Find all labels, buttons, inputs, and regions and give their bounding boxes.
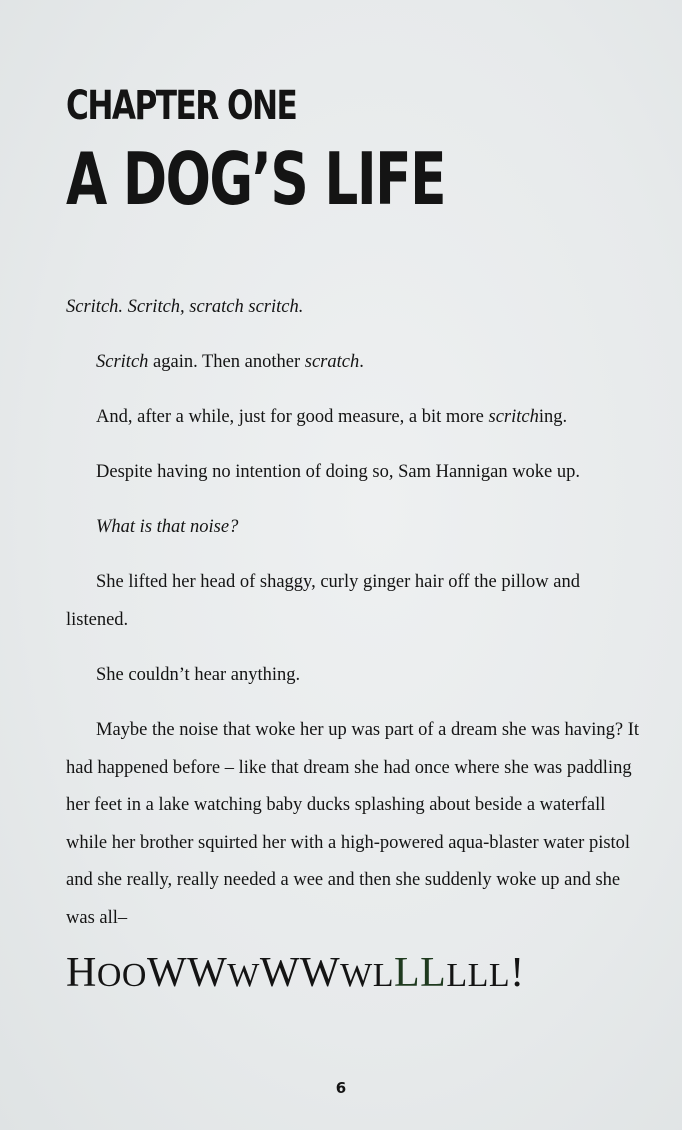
howl-lll: LLL <box>446 957 511 994</box>
howl-wl: WL <box>340 957 394 994</box>
howl-oo: OO <box>96 957 147 994</box>
paragraph-3-text: And, after a while, just for good measure, a bit more <box>96 407 489 427</box>
paragraph-2 <box>66 344 646 382</box>
paragraph-6: She lifted her head of shaggy, curly ginger hair off the pillow and listened. <box>66 572 580 630</box>
howl-ww-1: WW <box>146 950 228 996</box>
paragraph-3-italic: scritch <box>488 407 539 427</box>
paragraph-2-text: again. Then another <box>148 352 305 372</box>
paragraph-2-italic-b: scratch <box>304 352 360 372</box>
howl-h: H <box>66 950 97 996</box>
howl-ww-2: WW <box>259 950 341 996</box>
paragraph-8: Maybe the noise that woke her up was part of a dream she was having? It had happened before – like that dream she had once where she was paddling her feet in a lake watching baby ducks splashing about beside a waterfall while her brother squirted her with a high-powered aqua-blaster water pistol and she really, really needed a wee and then she suddenly woke up and she was all– <box>66 720 640 928</box>
paragraph-3 <box>66 399 646 437</box>
chapter-title: A DOG’S LIFE <box>66 137 446 221</box>
paragraph-5 <box>66 509 646 547</box>
howl-exclamation <box>66 952 646 994</box>
paragraph-4: Despite having no intention of doing so, Sam Hannigan woke up. <box>96 462 581 482</box>
howl-w-1: W <box>227 957 260 994</box>
paragraph-5-text: What is that noise? <box>96 517 239 537</box>
page-number: 6 <box>335 1079 347 1097</box>
paragraph-7: She couldn’t hear anything. <box>96 665 301 685</box>
paragraph-2-end: . <box>359 352 364 372</box>
paragraph-3-end: ing. <box>538 407 568 427</box>
paragraph-1-text: Scritch. Scritch, scratch scritch. <box>66 297 304 317</box>
chapter-label: CHAPTER ONE <box>66 83 297 129</box>
paragraph-1 <box>66 289 646 327</box>
howl-ll: LL <box>394 950 447 996</box>
howl-bang: ! <box>510 950 525 996</box>
paragraph-2-italic-a: Scritch <box>96 352 149 372</box>
